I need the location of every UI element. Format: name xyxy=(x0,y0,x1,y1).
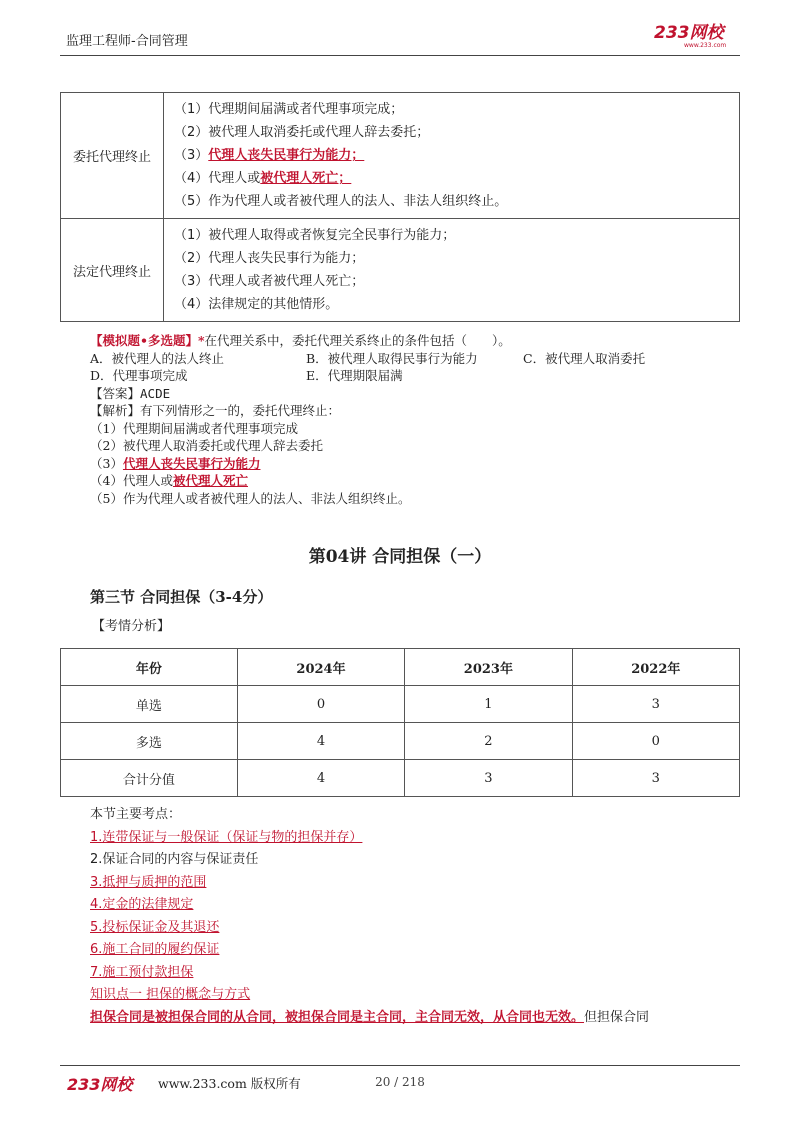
page-number: 20 / 218 xyxy=(375,1075,425,1089)
table-row xyxy=(61,723,740,760)
table-row xyxy=(61,219,740,322)
table-cell: 1 xyxy=(405,686,572,723)
header-divider xyxy=(60,55,740,56)
table-cell: 0 xyxy=(237,686,404,723)
header-cell: 2024年 xyxy=(237,649,404,686)
list-item: （2）代理人丧失民事行为能力； xyxy=(174,251,365,266)
table-header-row xyxy=(61,649,740,686)
header-cell: 2023年 xyxy=(405,649,572,686)
table-cell: 多选 xyxy=(61,723,238,760)
key-point-item: 5.投标保证金及其退还 xyxy=(90,919,220,935)
row-type-cell: 委托代理终止 xyxy=(61,93,164,219)
key-point-item: 2.保证合同的内容与保证责任 xyxy=(90,852,259,867)
table-cell: 合计分值 xyxy=(61,760,238,797)
list-item: （4）法律规定的其他情形。 xyxy=(174,297,339,312)
knowledge-point-heading: 知识点一 担保的概念与方式 xyxy=(90,987,251,1002)
key-point-item: 3.抵押与质押的范围 xyxy=(90,874,207,890)
table-row xyxy=(61,93,740,219)
analysis-intro: 有下列情形之一的，委托代理终止： xyxy=(140,403,341,418)
options-row xyxy=(90,367,740,385)
row-items-cell xyxy=(164,219,740,322)
question-stem xyxy=(90,332,740,350)
option-b: B．被代理人取得民事行为能力 xyxy=(306,350,478,366)
table-cell: 4 xyxy=(237,760,404,797)
analysis-line xyxy=(90,402,740,420)
answer-value: ACDE xyxy=(140,385,171,401)
list-item: （1）被代理人取得或者恢复完全民事行为能力； xyxy=(174,228,456,243)
row-type-cell: 法定代理终止 xyxy=(61,219,164,322)
key-point-item: 1.连带保证与一般保证（保证与物的担保并存） xyxy=(90,829,363,845)
continuation-text: 但担保合同 xyxy=(584,1009,650,1025)
lecture-title: 第04讲 合同担保（一） xyxy=(308,547,492,567)
header-title: 监理工程师-合同管理 xyxy=(66,34,188,49)
analysis-label: 【解析】 xyxy=(90,403,141,418)
practice-question xyxy=(90,332,740,507)
question-star: * xyxy=(198,333,205,348)
footer-copyright: www.233.com 版权所有 xyxy=(158,1076,301,1091)
list-item: （3）代理人或者被代理人死亡； xyxy=(174,274,365,289)
option-e: E．代理期限届满 xyxy=(306,368,403,383)
list-item: （3）代理人丧失民事行为能力 xyxy=(90,455,261,471)
list-item: （5）作为代理人或者被代理人的法人、非法人组织终止。 xyxy=(174,194,508,209)
key-point-item: 6.施工合同的履约保证 xyxy=(90,942,220,957)
key-point-item: 4.定金的法律规定 xyxy=(90,897,194,912)
option-a: A．被代理人的法人终止 xyxy=(90,350,225,366)
table-row xyxy=(61,686,740,723)
knowledge-point-text xyxy=(90,1007,750,1030)
logo-main-text: 233网校 xyxy=(654,23,724,43)
logo-sub-text: www.233.com xyxy=(684,42,727,49)
list-item: （4）代理人或被代理人死亡 xyxy=(90,473,248,488)
header-cell: 2022年 xyxy=(572,649,739,686)
list-item: （2）被代理人取消委托或代理人辞去委托； xyxy=(174,125,430,140)
list-item: （4）代理人或被代理人死亡； xyxy=(174,171,352,186)
table-cell: 2 xyxy=(405,723,572,760)
answer-line xyxy=(90,385,740,403)
highlight-text: 代理人丧失民事行为能力； xyxy=(208,148,365,163)
question-tag: 【模拟题•多选题】 xyxy=(90,333,198,348)
highlight-text: 代理人丧失民事行为能力 xyxy=(122,455,261,471)
table-cell: 0 xyxy=(572,723,739,760)
header-cell: 年份 xyxy=(61,649,238,686)
highlight-text: 被代理人死亡； xyxy=(260,171,352,186)
table-cell: 3 xyxy=(572,760,739,797)
brand-logo xyxy=(652,20,742,50)
exam-stats-table xyxy=(60,648,740,797)
section-title: 第三节 合同担保（3-4分） xyxy=(90,588,273,606)
table-cell: 3 xyxy=(572,686,739,723)
list-item: （3）代理人丧失民事行为能力； xyxy=(174,148,365,163)
row-items-cell xyxy=(164,93,740,219)
key-points xyxy=(90,804,750,1029)
list-item: （2）被代理人取消委托或代理人辞去委托 xyxy=(90,438,323,453)
list-item: （1）代理期间届满或者代理事项完成 xyxy=(90,420,298,436)
footer-divider xyxy=(60,1065,740,1066)
table-cell: 4 xyxy=(237,723,404,760)
question-text: 在代理关系中，委托代理关系终止的条件包括（ ）。 xyxy=(204,333,511,348)
agency-termination-table xyxy=(60,92,740,322)
highlight-text: 担保合同是被担保合同的从合同，被担保合同是主合同，主合同无效，从合同也无效。 xyxy=(90,1009,585,1025)
exam-analysis-label: 【考情分析】 xyxy=(92,619,171,634)
table-row xyxy=(61,760,740,797)
key-point-item: 7.施工预付款担保 xyxy=(90,964,194,980)
list-item: （1）代理期间届满或者代理事项完成； xyxy=(174,102,404,117)
table-cell: 单选 xyxy=(61,686,238,723)
footer-logo-text: 233网校 xyxy=(67,1075,133,1094)
key-points-intro: 本节主要考点： xyxy=(90,807,182,822)
table-cell: 3 xyxy=(405,760,572,797)
list-item: （5）作为代理人或者被代理人的法人、非法人组织终止。 xyxy=(90,490,411,506)
option-d: D．代理事项完成 xyxy=(90,368,188,383)
answer-label: 【答案】 xyxy=(90,385,141,401)
highlight-text: 被代理人死亡 xyxy=(172,473,248,488)
options-row xyxy=(90,350,740,368)
option-c: C．被代理人取消委托 xyxy=(523,350,646,366)
